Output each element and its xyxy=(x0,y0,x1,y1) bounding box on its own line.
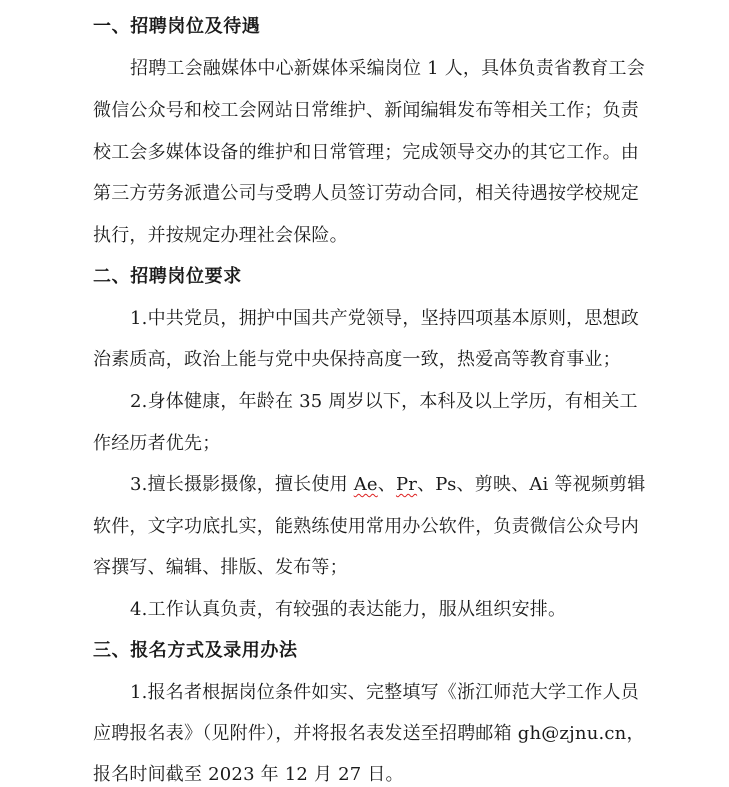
section-1-line-5: 执行，并按规定办理社会保险。 xyxy=(93,225,348,246)
section-2-item-3-line-1 xyxy=(130,474,690,496)
section-3-item-1-line-1: 1.报名者根据岗位条件如实、完整填写《浙江师范大学工作人员 xyxy=(130,682,639,703)
section-3-item-1-line-3: 报名时间截至 2023 年 12 月 27 日。 xyxy=(93,764,404,785)
section-1-line-2: 微信公众号和校工会网站日常维护、新闻编辑发布等相关工作；负责 xyxy=(93,100,639,121)
item-3-suffix: 、Ps、剪映、Ai 等视频剪辑 xyxy=(417,474,646,495)
section-1-line-3: 校工会多媒体设备的维护和日常管理；完成领导交办的其它工作。由 xyxy=(93,142,639,163)
section-2-item-1-line-2: 治素质高，政治上能与党中央保持高度一致，热爱高等教育事业； xyxy=(93,349,621,370)
section-3-heading: 三、报名方式及录用办法 xyxy=(93,640,298,661)
item-3-sep: 、 xyxy=(377,474,396,495)
section-2-heading: 二、招聘岗位要求 xyxy=(93,266,242,287)
spellcheck-pr: Pr xyxy=(395,474,418,495)
section-2-item-2-line-2: 作经历者优先； xyxy=(93,433,221,454)
item-3-prefix: 3.擅长摄影摄像，擅长使用 xyxy=(130,474,354,495)
section-2-item-1-line-1: 1.中共党员，拥护中国共产党领导，坚持四项基本原则，思想政 xyxy=(130,308,639,329)
section-1-line-1: 招聘工会融媒体中心新媒体采编岗位 1 人，具体负责省教育工会 xyxy=(130,58,645,79)
section-3-item-1-line-2: 应聘报名表》（见附件），并将报名表发送至招聘邮箱 gh@zjnu.cn， xyxy=(93,723,645,744)
section-2-item-3-line-3: 容撰写、编辑、排版、发布等； xyxy=(93,557,348,578)
section-2-item-2-line-1: 2.身体健康，年龄在 35 周岁以下，本科及以上学历，有相关工 xyxy=(130,391,638,412)
section-2-item-4: 4.工作认真负责，有较强的表达能力，服从组织安排。 xyxy=(130,599,567,620)
section-1-heading: 一、招聘岗位及待遇 xyxy=(93,16,261,37)
spellcheck-ae: Ae xyxy=(353,474,378,495)
section-2-item-3-line-2: 软件，文字功底扎实，能熟练使用常用办公软件，负责微信公众号内 xyxy=(93,516,639,537)
section-1-line-4: 第三方劳务派遣公司与受聘人员签订劳动合同，相关待遇按学校规定 xyxy=(93,183,639,204)
